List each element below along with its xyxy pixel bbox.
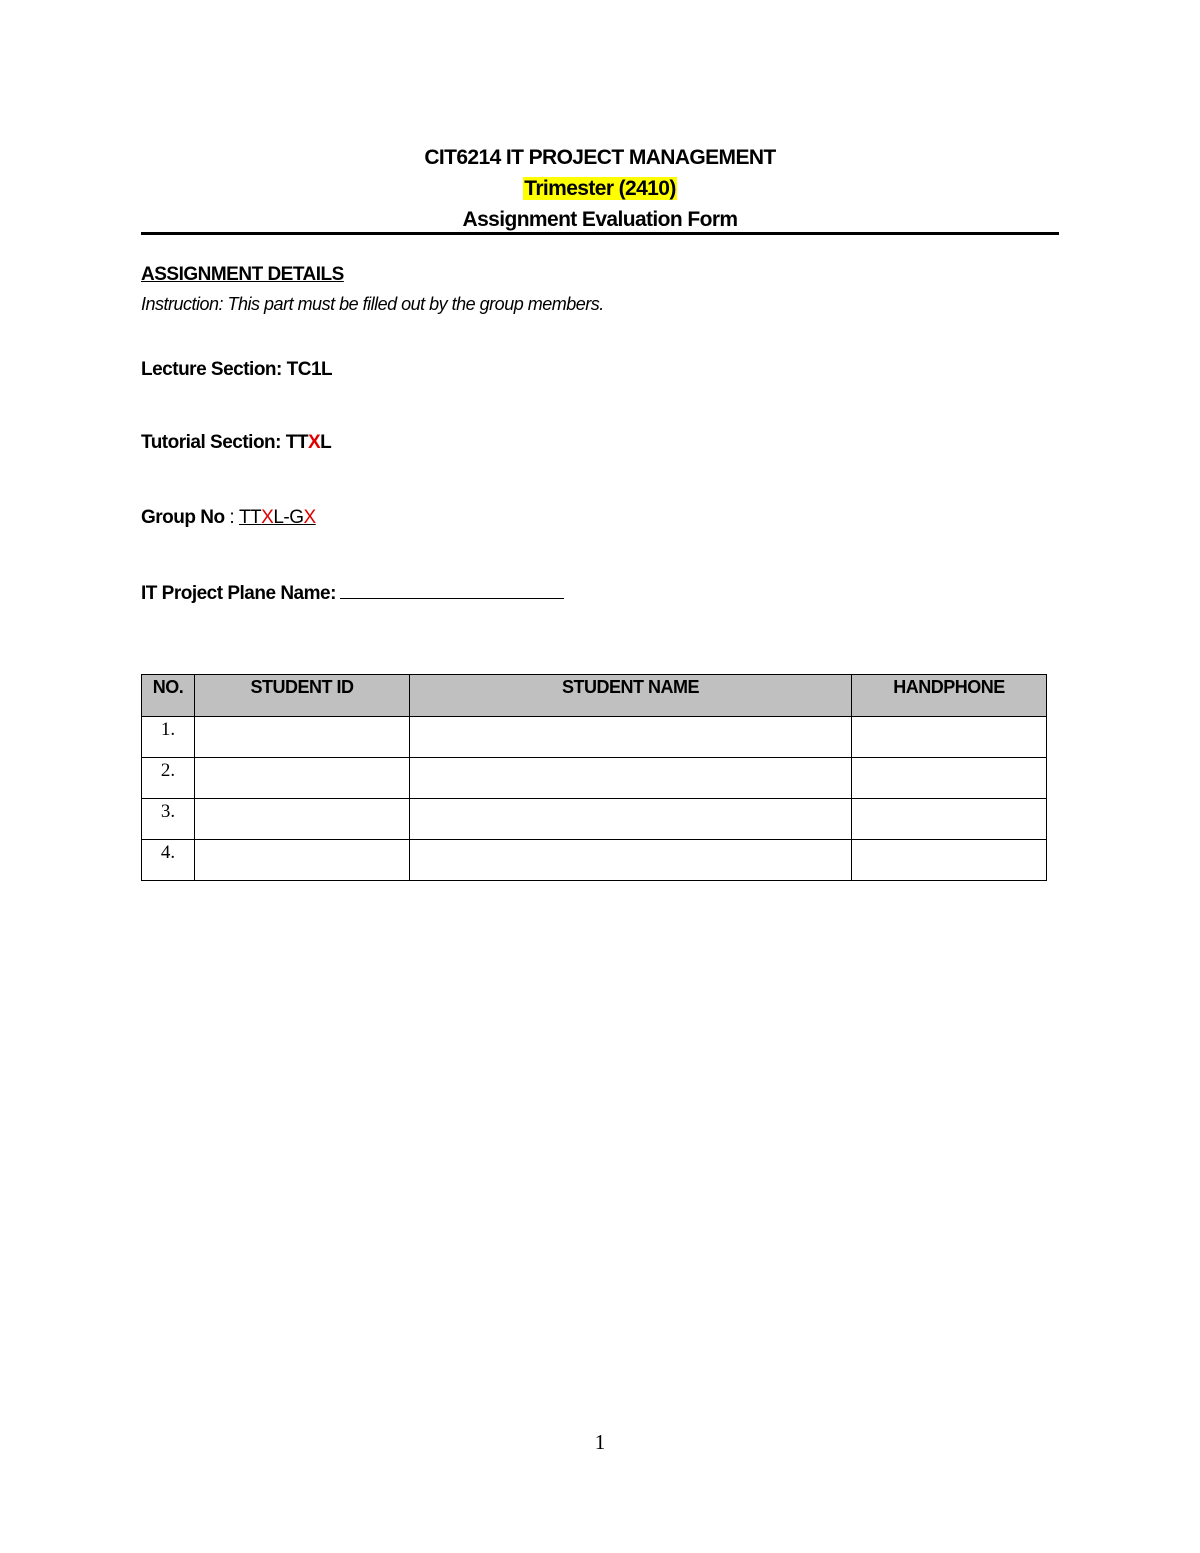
tutorial-section-label: Tutorial Section: bbox=[141, 432, 281, 453]
table-row bbox=[142, 840, 1047, 881]
group-value-part-a: TT bbox=[238, 507, 262, 528]
form-title: Assignment Evaluation Form bbox=[462, 208, 738, 231]
row-number: 3. bbox=[142, 799, 195, 840]
student-id-cell[interactable] bbox=[195, 717, 410, 758]
assignment-details-title: ASSIGNMENT DETAILS bbox=[141, 264, 344, 285]
student-name-cell[interactable] bbox=[410, 758, 852, 799]
trimester-line bbox=[141, 173, 1059, 204]
header-student-name: STUDENT NAME bbox=[410, 675, 852, 717]
student-id-cell[interactable] bbox=[195, 758, 410, 799]
tutorial-value-suffix: L bbox=[320, 432, 332, 453]
project-name-blank[interactable] bbox=[340, 582, 564, 599]
student-id-cell[interactable] bbox=[195, 840, 410, 881]
group-value-part-d: X bbox=[303, 507, 316, 528]
tutorial-value-placeholder: X bbox=[307, 432, 321, 453]
row-number: 4. bbox=[142, 840, 195, 881]
table-row bbox=[142, 758, 1047, 799]
handphone-cell[interactable] bbox=[852, 840, 1047, 881]
row-number: 2. bbox=[142, 758, 195, 799]
project-name-label: IT Project Plane Name: bbox=[141, 583, 336, 604]
page-number: 1 bbox=[594, 1430, 606, 1454]
student-table bbox=[141, 674, 1047, 881]
lecture-section-value: TC1L bbox=[286, 359, 333, 380]
student-name-cell[interactable] bbox=[410, 840, 852, 881]
group-value-part-b: X bbox=[261, 507, 274, 528]
group-no-field bbox=[141, 507, 316, 529]
instruction-text: Instruction: This part must be filled out by the group members. bbox=[141, 294, 604, 314]
group-no-label: Group No bbox=[141, 507, 225, 528]
trimester-highlight: Trimester (2410) bbox=[524, 177, 676, 200]
student-name-cell[interactable] bbox=[410, 717, 852, 758]
group-value-part-c: L-G bbox=[273, 507, 304, 528]
header-no: NO. bbox=[142, 675, 195, 717]
header-handphone: HANDPHONE bbox=[852, 675, 1047, 717]
student-id-cell[interactable] bbox=[195, 799, 410, 840]
header-divider bbox=[141, 232, 1059, 235]
project-name-field bbox=[141, 582, 564, 605]
student-name-cell[interactable] bbox=[410, 799, 852, 840]
tutorial-value-prefix: TT bbox=[285, 432, 308, 453]
header-student-id: STUDENT ID bbox=[195, 675, 410, 717]
lecture-section-label: Lecture Section: bbox=[141, 359, 282, 380]
handphone-cell[interactable] bbox=[852, 717, 1047, 758]
tutorial-section-field bbox=[141, 432, 331, 454]
student-table-header-row bbox=[142, 675, 1047, 717]
handphone-cell[interactable] bbox=[852, 799, 1047, 840]
lecture-section-field bbox=[141, 359, 332, 381]
tutorial-section-value bbox=[286, 432, 332, 453]
group-no-separator: : bbox=[229, 507, 235, 528]
table-row bbox=[142, 799, 1047, 840]
course-title: CIT6214 IT PROJECT MANAGEMENT bbox=[424, 146, 776, 169]
row-number: 1. bbox=[142, 717, 195, 758]
handphone-cell[interactable] bbox=[852, 758, 1047, 799]
table-row bbox=[142, 717, 1047, 758]
group-no-value bbox=[239, 507, 316, 528]
document-header bbox=[141, 142, 1059, 235]
